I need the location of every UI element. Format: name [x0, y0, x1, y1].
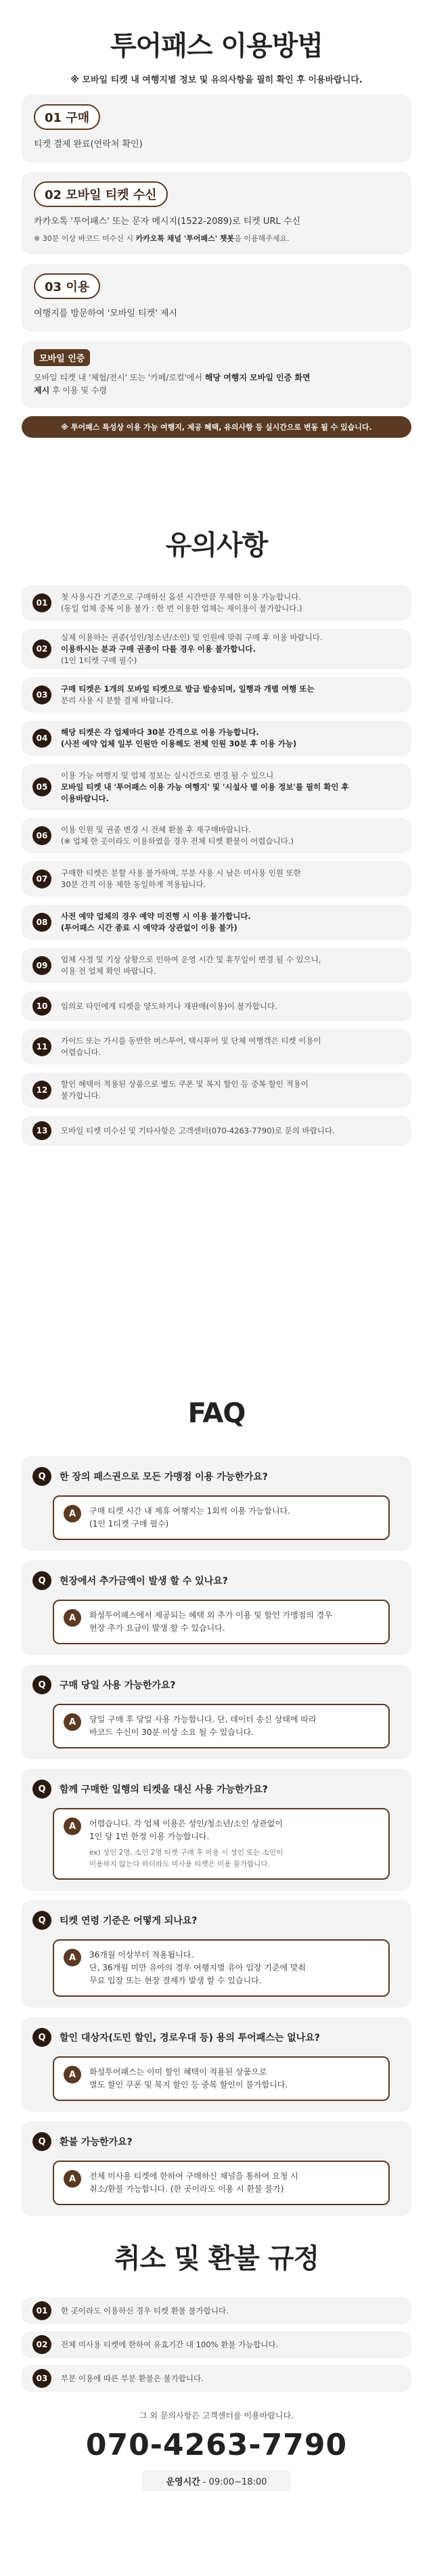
- mobile-auth-text: 모바일 티켓 내 '체험/전시' 또는 '카페/로컬'에서 해당 여행지 모바일 인증 화면 제시 후 이용 및 수령: [34, 373, 311, 395]
- refund-list: [22, 2297, 411, 2392]
- faq-item[interactable]: [22, 2121, 411, 2216]
- notes-title: 유의사항: [165, 530, 268, 561]
- note-number: 08: [32, 913, 51, 932]
- answer-badge-icon: A: [64, 2170, 81, 2188]
- refund-item: [22, 2331, 411, 2358]
- faq-item[interactable]: [22, 2017, 411, 2112]
- usage-subtitle: ※ 모바일 티켓 내 여행지별 정보 및 유의사항을 필히 확인 후 이용바랍니다.: [70, 75, 363, 85]
- step-text: 카카오톡 '투어패스' 또는 문자 메시지(1522-2089)로 티켓 URL 수신: [34, 217, 301, 227]
- question-badge-icon: Q: [32, 2132, 51, 2151]
- note-number: 05: [32, 777, 51, 796]
- refund-number: 01: [32, 2301, 51, 2320]
- step-purchase: [22, 95, 411, 162]
- notes-section: [22, 487, 411, 1374]
- answer-badge-icon: A: [64, 1817, 81, 1835]
- note-item: [22, 991, 411, 1021]
- note-text: 해당 티켓은 각 업체마다 30분 간격으로 이용 가능합니다. (사전 예약 업체 일부 인원만 이용해도 전체 인원 30분 후 이용 가능): [61, 727, 297, 748]
- step-label: 03 이용: [34, 273, 100, 299]
- refund-text: 부분 이용에 따른 부분 환불은 불가합니다.: [61, 2373, 204, 2383]
- faq-item[interactable]: [22, 1900, 411, 2008]
- note-number: 06: [32, 826, 51, 845]
- faq-item[interactable]: [22, 1665, 411, 1759]
- faq-answer: [53, 1704, 390, 1748]
- refund-number: 03: [32, 2369, 51, 2388]
- question-text: 구매 당일 사용 가능한가요?: [60, 1680, 176, 1691]
- usage-title: 투어패스 이용방법: [110, 30, 323, 62]
- note-text: 이용 가능 여행지 및 업체 정보는 실시간으로 변경 될 수 있으니 모바일 티켓 내 '투어패스 이용 가능 여행지' 및 '시설사 별 이용 정보'를 필히 확인 후 이용바랍니다.: [61, 770, 349, 803]
- refund-title: 취소 및 환불 규정: [114, 2243, 319, 2274]
- answer-badge-icon: A: [64, 1949, 81, 1966]
- refund-text: 한 곳이라도 이용하신 경우 티켓 환불 불가합니다.: [61, 2305, 229, 2315]
- note-number: 12: [32, 1081, 51, 1100]
- step-label: 02 모바일 티켓 수신: [34, 181, 168, 207]
- question-text: 한 장의 패스권으로 모든 가맹점 이용 가능한가요?: [60, 1472, 268, 1483]
- answer-text: 화성투어패스는 이미 할인 혜택이 적용된 상품으로 별도 할인 쿠폰 및 복지 할인 등 중복 할인이 불가합니다.: [89, 2067, 288, 2089]
- note-text: 첫 사용시간 기준으로 구매하신 옵션 시간만큼 무제한 이용 가능합니다. (동일 업체 중복 이용 불가 : 한 번 이용한 업체는 재이용이 불가합니다.): [61, 592, 302, 613]
- faq-question[interactable]: [32, 1571, 401, 1590]
- faq-item[interactable]: [22, 1456, 411, 1551]
- step-use: [22, 264, 411, 332]
- refund-item: [22, 2365, 411, 2392]
- note-item: [22, 721, 411, 756]
- faq-answer: [53, 1495, 390, 1540]
- faq-question[interactable]: [32, 1780, 401, 1799]
- answer-text: 36개월 이상부터 적용됩니다. 단, 36개월 미만 유아의 경우 여행지별 유아 입장 기준에 맞춰 무료 입장 또는 현장 결제가 발생 할 수 있습니다.: [89, 1950, 306, 1985]
- answer-example: ex) 성인 2명, 소인 2명 티켓 구매 후 이용 시 성인 또는 소인이 이용하지 않는다 하더라도 미사용 티켓은 이용 불가합니다.: [89, 1849, 283, 1868]
- answer-badge-icon: A: [64, 1713, 81, 1731]
- note-item: [22, 585, 411, 620]
- question-badge-icon: Q: [32, 2028, 51, 2047]
- question-text: 환불 가능한가요?: [60, 2137, 133, 2148]
- mobile-auth-box: [22, 341, 411, 408]
- answer-text: 전체 미사용 티켓에 한하여 구매하신 채널을 통하여 요청 시 취소/환불 가능합니다. (한 곳이라도 이용 시 환불 불가): [89, 2171, 298, 2194]
- note-item: [22, 629, 411, 669]
- note-item: [22, 818, 411, 853]
- faq-list: [22, 1456, 411, 2216]
- note-text: 업체 사정 및 기상 상황으로 인하여 운영 시간 및 휴무일이 변경 될 수 있으니, 이용 전 업체 확인 바랍니다.: [61, 955, 321, 976]
- faq-item[interactable]: [22, 1560, 411, 1655]
- note-item: [22, 861, 411, 897]
- note-item: [22, 905, 411, 940]
- faq-section: [22, 1374, 411, 2226]
- note-text: 모바일 티켓 미수신 및 기타사항은 고객센터(070-4263-7790)로 문의 바랍니다.: [61, 1125, 335, 1135]
- question-text: 현장에서 추가금액이 발생 할 수 있나요?: [60, 1576, 228, 1587]
- customer-center-phone[interactable]: 070-4263-7790: [85, 2428, 348, 2462]
- refund-section: [22, 2226, 411, 2576]
- question-badge-icon: Q: [32, 1571, 51, 1590]
- answer-text: 화성투어패스에서 제공되는 혜택 외 추가 이용 및 할인 가맹점의 경우 현장 추가 요금이 발생 할 수 있습니다.: [89, 1610, 332, 1633]
- note-number: 04: [32, 729, 51, 748]
- note-text: 사전 예약 업체의 경우 예약 미진행 시 이용 불가합니다. (투어패스 시간 종료 시 예약과 상관없이 이용 불가): [61, 911, 251, 932]
- mobile-auth-label: 모바일 인증: [34, 349, 90, 366]
- note-number: 07: [32, 869, 51, 888]
- step-label: 01 구매: [34, 104, 100, 130]
- question-badge-icon: Q: [32, 1675, 51, 1694]
- answer-badge-icon: A: [64, 1609, 81, 1627]
- question-text: 함께 구매한 일행의 티켓을 대신 사용 가능한가요?: [60, 1784, 268, 1795]
- step-note: ※ 30분 이상 바코드 미수신 시 카카오톡 채널 '투어패스' 챗봇을 이용해주세요.: [34, 234, 290, 243]
- note-number: 03: [32, 685, 51, 704]
- note-text: 할인 혜택이 적용된 상품으로 별도 쿠폰 및 복지 할인 등 중복 할인 적용이 불가합니다.: [61, 1079, 309, 1100]
- note-number: 10: [32, 997, 51, 1016]
- refund-item: [22, 2297, 411, 2324]
- faq-question[interactable]: [32, 1675, 401, 1694]
- note-text: 구매한 티켓은 분할 사용 불가하며, 부분 사용 시 남은 미사용 인원 또한 30분 간격 이용 제한 동일하게 적용됩니다.: [61, 868, 301, 889]
- faq-answer: [53, 1600, 390, 1644]
- note-text: 임의로 타인에게 티켓을 양도하거나 재판매(이용)이 불가합니다.: [61, 1001, 277, 1011]
- question-text: 티켓 연령 기준은 어떻게 되나요?: [60, 1916, 198, 1926]
- faq-answer: [53, 1808, 390, 1880]
- answer-text: 구매 티켓 시간 내 제휴 여행지는 1회씩 이용 가능합니다. (1인 1티켓 구매 필수): [89, 1506, 290, 1529]
- answer-text: 당일 구매 후 당일 사용 가능합니다. 단, 데이터 송신 상태에 따라 바코드 수신이 30분 이상 소요 될 수 있습니다.: [89, 1715, 317, 1737]
- answer-text: 어렵습니다. 각 업체 이용은 성인/청소년/소인 상관없이 1인 당 1번 한정 이용 가능합니다.: [89, 1819, 283, 1841]
- faq-question[interactable]: [32, 2028, 401, 2047]
- refund-number: 02: [32, 2335, 51, 2354]
- step-text: 티켓 결제 완료(연락처 확인): [34, 139, 143, 150]
- question-badge-icon: Q: [32, 1911, 51, 1930]
- note-number: 02: [32, 639, 51, 658]
- chatbot-link[interactable]: 카카오톡 채널 '투어패스' 챗봇: [135, 234, 235, 243]
- note-number: 13: [32, 1121, 51, 1140]
- note-text: 가이드 또는 가시를 동반한 버스투어, 택시투어 및 단체 여행객은 티켓 이용이 어렵습니다.: [61, 1036, 321, 1057]
- note-item: [22, 677, 411, 713]
- faq-item[interactable]: [22, 1769, 411, 1891]
- question-text: 할인 대상자(도민 할인, 경로우대 등) 용의 투어패스는 없나요?: [60, 2033, 320, 2043]
- faq-answer: [53, 2056, 390, 2101]
- note-item: [22, 1029, 411, 1064]
- note-number: 01: [32, 593, 51, 612]
- realtime-change-banner: ※ 투어패스 특성상 이용 가능 여행지, 제공 혜택, 유의사항 등 실시간으로 변동 될 수 있습니다.: [22, 416, 411, 438]
- step-text: 여행지를 방문하여 '모바일 티켓' 제시: [34, 309, 178, 319]
- question-badge-icon: Q: [32, 1467, 51, 1486]
- faq-title: FAQ: [187, 1398, 246, 1429]
- note-item: [22, 948, 411, 983]
- contact-note: 그 외 문의사항은 고객센터를 이용바랍니다.: [139, 2411, 294, 2420]
- note-number: 11: [32, 1037, 51, 1056]
- faq-answer: [53, 1939, 390, 1997]
- note-item: [22, 1072, 411, 1108]
- faq-question[interactable]: [32, 2132, 401, 2151]
- operating-hours: 운영시간 - 09:00~18:00: [142, 2470, 291, 2491]
- step-mobile-ticket: [22, 172, 411, 254]
- note-text: 실제 이용하는 권종(성인/청소년/소인) 및 인원에 맞춰 구매 후 이용 바랍니다. 이용하시는 분과 구매 권종이 다를 경우 이용 불가합니다. (1인 1티켓 구매 필수): [61, 632, 323, 665]
- note-item: [22, 764, 411, 810]
- note-number: 09: [32, 956, 51, 975]
- answer-badge-icon: A: [64, 2066, 81, 2083]
- answer-badge-icon: A: [64, 1505, 81, 1522]
- usage-section: [22, 0, 411, 487]
- refund-text: 전체 미사용 티켓에 한하여 유효기간 내 100% 환불 가능합니다.: [61, 2339, 279, 2349]
- notes-list: [22, 585, 411, 1146]
- note-item: [22, 1116, 411, 1146]
- note-text: 이용 인원 및 권종 변경 시 전체 환불 후 재구매바랍니다. (※ 업체 한 곳이라도 이용하였을 경우 전체 티켓 환불이 어렵습니다.): [61, 825, 294, 846]
- faq-answer: [53, 2161, 390, 2205]
- faq-question[interactable]: [32, 1467, 401, 1486]
- question-badge-icon: Q: [32, 1780, 51, 1799]
- faq-question[interactable]: [32, 1911, 401, 1930]
- note-text: 구매 티켓은 1개의 모바일 티켓으로 발급 발송되며, 일행과 개별 여행 또는 분리 사용 시 분할 결제 바랍니다.: [61, 684, 315, 705]
